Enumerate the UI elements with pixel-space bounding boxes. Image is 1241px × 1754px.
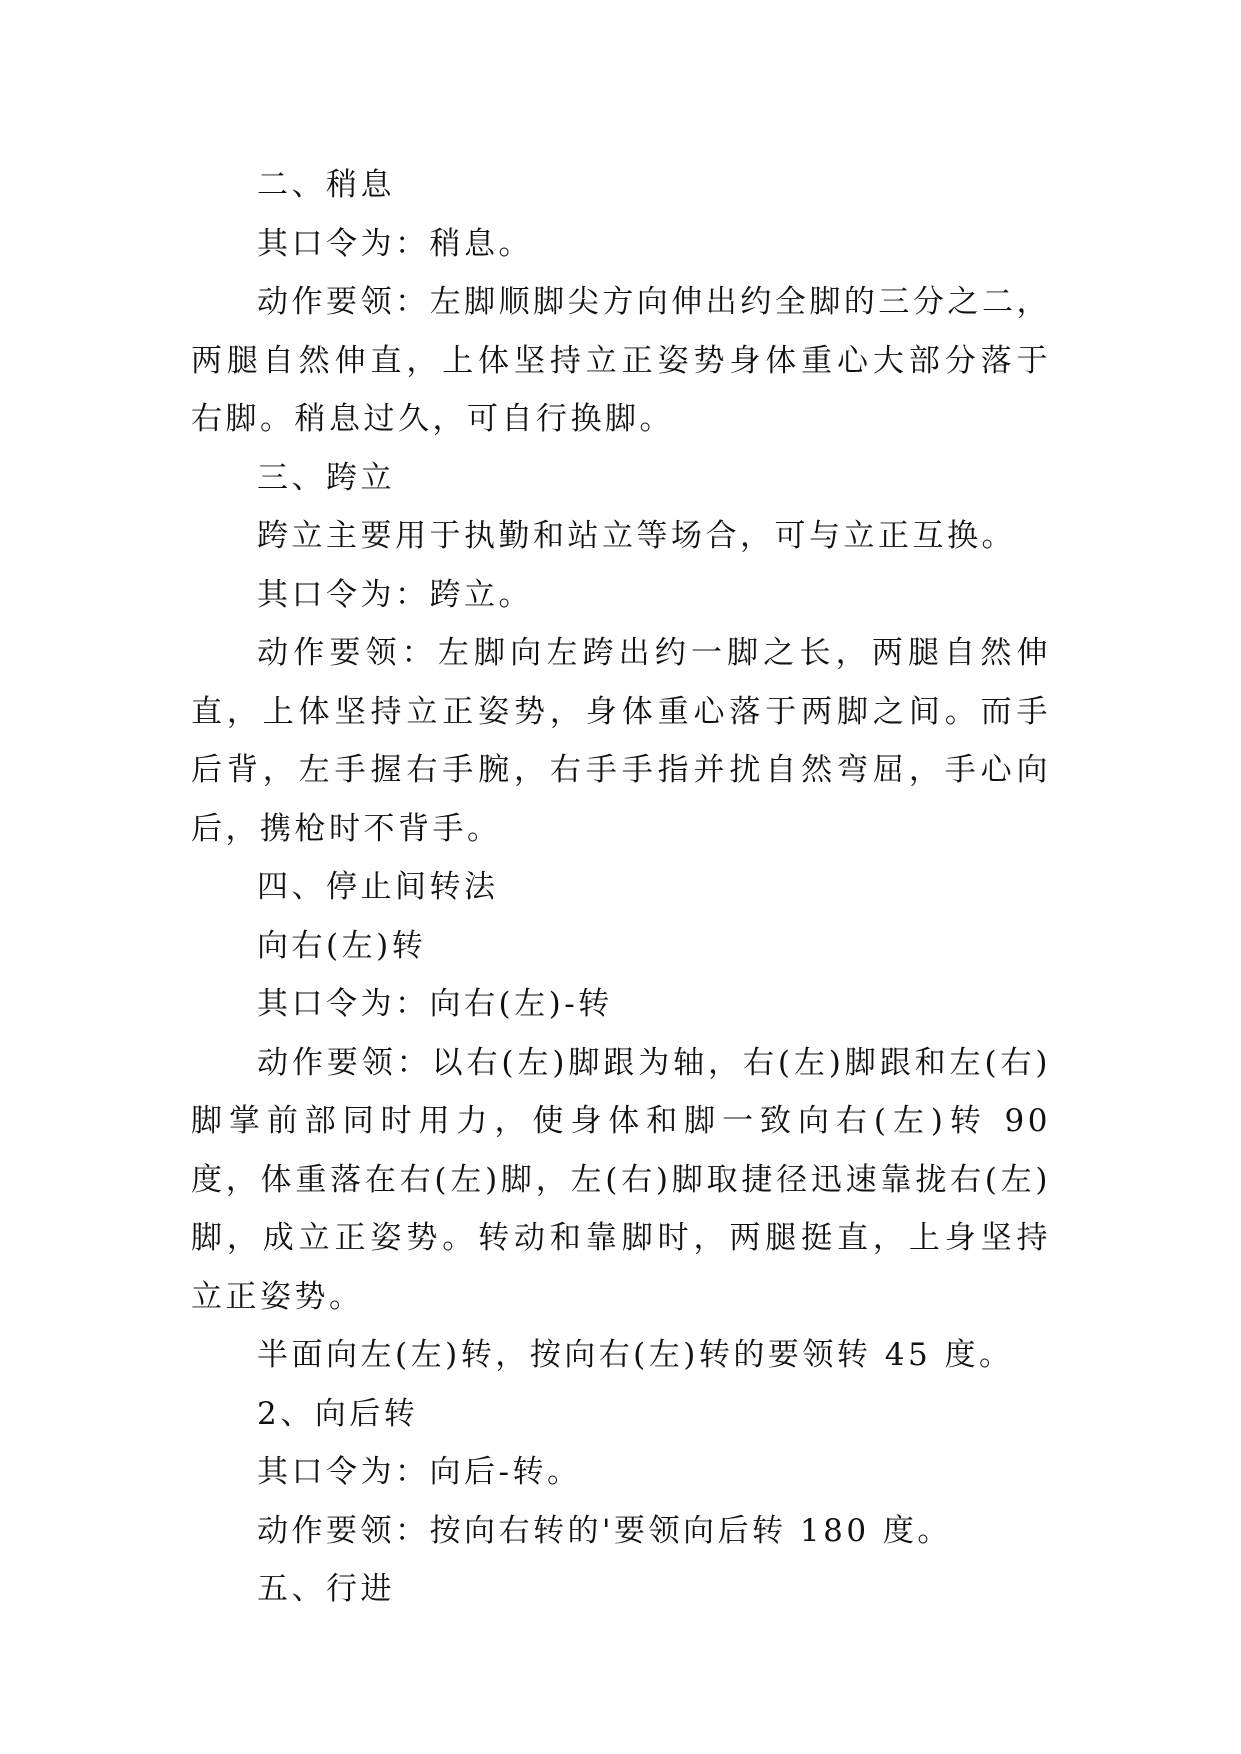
command-text: 其口令为：跨立。 — [257, 576, 533, 613]
section-heading-turns: 四、停止间转法 — [257, 869, 499, 905]
action-essentials-paragraph: 动作要领：左脚向左跨出约一脚之长，两腿自然伸直，上体坚持立正姿势，身体重心落于两脚之间。而手后背，左手握右手腕，右手手指并扰自然弯屈，手心向后，携枪时不背手。 — [191, 635, 1051, 847]
section-heading-kuali: 三、跨立 — [257, 459, 395, 496]
action-essentials-paragraph: 动作要领：左脚顺脚尖方向伸出约全脚的三分之二，两腿自然伸直，上体坚持立正姿势身体重心大部分落于右脚。稍息过久，可自行换脚。 — [191, 284, 1051, 437]
subheading: 2、向后转 — [257, 1395, 419, 1432]
subheading: 向右(左)转 — [257, 927, 427, 964]
action-essentials-paragraph: 动作要领：以右(左)脚跟为轴，右(左)脚跟和左(右)脚掌前部同时用力，使身体和脚一致向右(左)转 90 度，体重落在右(左)脚，左(右)脚取捷径迅速靠拢右(左)脚，成立正姿势。转动和靠脚时，两腿挺直，上身坚持立正姿势。 — [191, 1044, 1051, 1315]
command-text: 其口令为：稍息。 — [257, 225, 533, 262]
body-paragraph: 跨立主要用于执勤和站立等场合，可与立正互换。 — [257, 518, 1016, 554]
action-essentials-paragraph: 动作要领：按向右转的'要领向后转 180 度。 — [257, 1512, 952, 1549]
document-body — [191, 156, 1051, 1619]
command-text: 其口令为：向后-转。 — [257, 1454, 582, 1490]
body-paragraph: 半面向左(左)转，按向右(左)转的要领转 45 度。 — [257, 1337, 1014, 1373]
command-text: 其口令为：向右(左)-转 — [257, 986, 613, 1022]
section-heading-xingjin: 五、行进 — [257, 1571, 395, 1607]
section-heading-shaoxi: 二、稍息 — [257, 167, 395, 203]
